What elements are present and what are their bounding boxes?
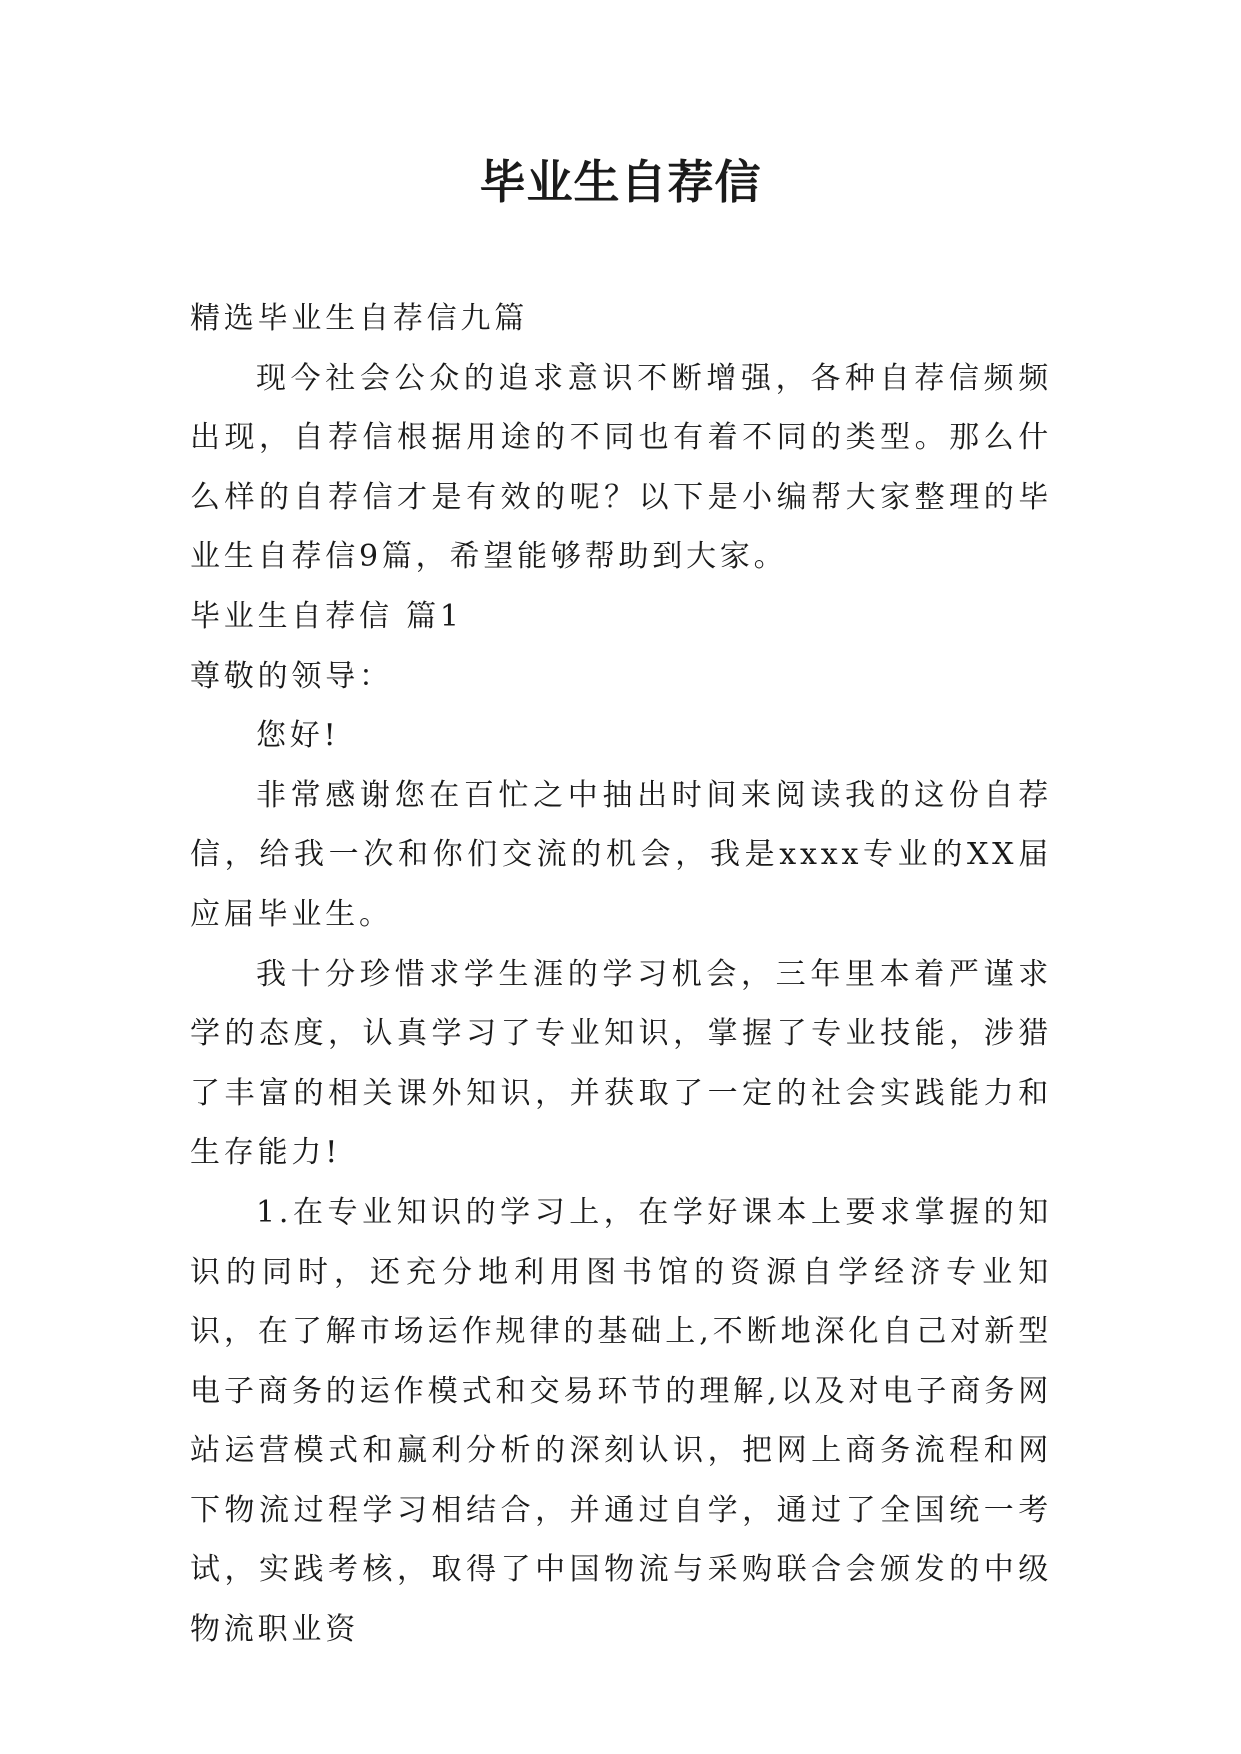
paragraph-intro: 现今社会公众的追求意识不断增强，各种自荐信频频出现，自荐信根据用途的不同也有着不同的类型。那么什么样的自荐信才是有效的呢？以下是小编帮大家整理的毕业生自荐信9篇，希望能够帮助到大家。 <box>190 360 1052 575</box>
paragraph-subtitle: 精选毕业生自荐信九篇 <box>190 301 528 336</box>
paragraph-section-heading: 毕业生自荐信 篇1 <box>190 598 463 634</box>
paragraph-greeting: 您好! <box>256 718 340 754</box>
paragraph-salutation: 尊敬的领导： <box>190 658 393 694</box>
paragraph-study: 我十分珍惜求学生涯的学习机会，三年里本着严谨求学的态度，认真学习了专业知识，掌握了专业技能，涉猎了丰富的相关课外知识，并获取了一定的社会实践能力和生存能力! <box>190 956 1052 1171</box>
document-title: 毕业生自荐信 <box>479 155 762 209</box>
document-body <box>190 289 1052 1660</box>
paragraph-thanks: 非常感谢您在百忙之中抽出时间来阅读我的这份自荐信，给我一次和你们交流的机会，我是xxxx专业的XX届应届毕业生。 <box>190 777 1052 932</box>
paragraph-point-1: 1.在专业知识的学习上，在学好课本上要求掌握的知识的同时，还充分地利用图书馆的资源自学经济专业知识，在了解市场运作规律的基础上,不断地深化自己对新型电子商务的运作模式和交易环节的理解,以及对电子商务网站运营模式和赢利分析的深刻认识，把网上商务流程和网下物流过程学习相结合，并通过自学，通过了全国统一考试，实践考核，取得了中国物流与采购联合会颁发的中级物流职业资 <box>190 1194 1052 1648</box>
